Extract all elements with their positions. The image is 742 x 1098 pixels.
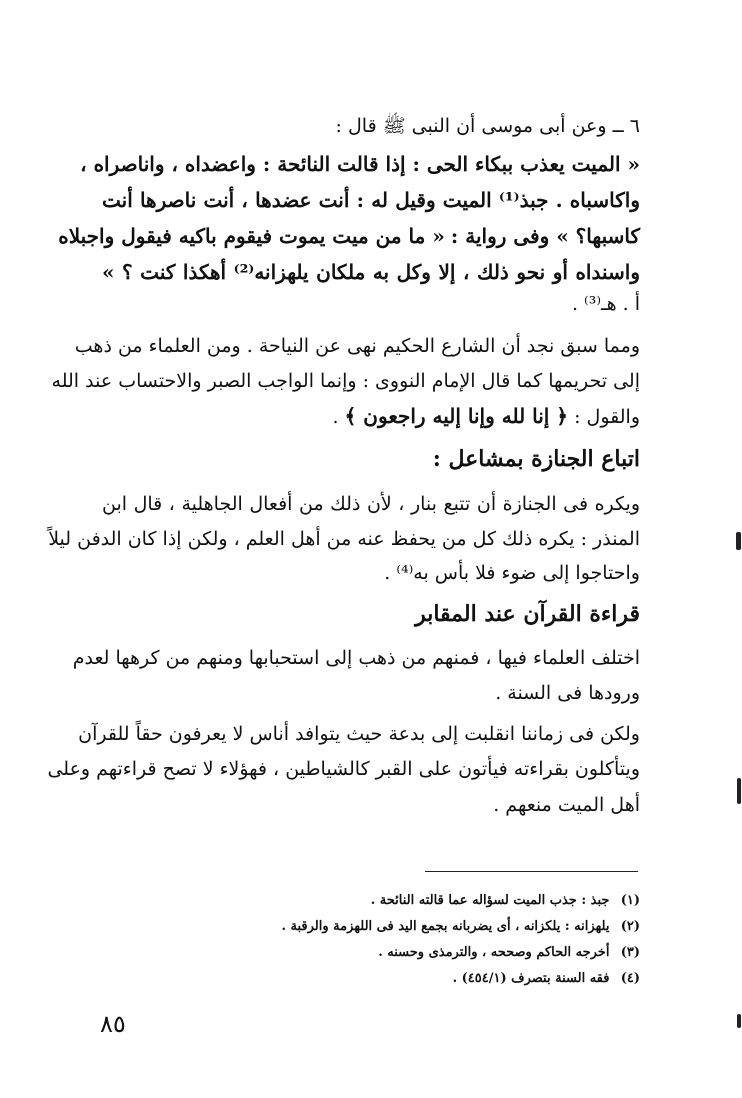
footnote-3-text: أخرجه الحاكم وصححه ، والترمذى وحسنه . xyxy=(378,945,610,960)
para1-line-3-end: . xyxy=(332,406,339,428)
footnote-2-text: يلهزانه : يلكزانه ، أى يضربانه بجمع اليد فى اللهزمة والرقبة . xyxy=(281,919,610,934)
para2-line-1: ويكره فى الجنازة أن تتبع بنار ، لأن ذلك من أفعال الجاهلية ، قال ابن xyxy=(102,493,640,515)
hadith-line-2: واكاسباه . جبذ⁽¹⁾ الميت وقيل له : أنت عضدها ، أنت ناصرها أنت xyxy=(102,188,641,212)
footnote-1-text: جبذ : جذب الميت لسؤاله عما قالته النائحة . xyxy=(370,893,610,908)
para1-line-3-start: والقول : xyxy=(574,406,640,428)
para1-line-1: ومما سبق نجد أن الشارع الحكيم نهى عن النياحة . ومن العلماء من ذهب xyxy=(74,335,640,357)
para2-line-2: المنذر : يكره ذلك كل من يحفظ عنه من أهل العلم ، ولكن إذا كان الدفن ليلاً xyxy=(48,528,640,550)
footnote-3 xyxy=(102,942,640,964)
hadith-intro: ٦ ــ وعن أبى موسى أن النبى ﷺ قال : xyxy=(335,115,640,137)
hadith-line-5: أ . هـ⁽³⁾ . xyxy=(571,293,640,315)
para1-line-2: إلى تحريمها كما قال الإمام النووى : وإنما الواجب الصبر والاحتساب عند الله xyxy=(51,370,640,392)
footnote-4-text: فقه السنة بتصرف (٤٥٤/١) . xyxy=(452,971,610,986)
footnote-separator xyxy=(425,871,638,872)
heading-torches: اتباع الجنازة بمشاعل : xyxy=(432,446,640,472)
quran-verse: ﴿ إنا لله وإنا إليه راجعون ﴾ xyxy=(344,404,569,428)
hadith-line-4: واسنداه أو نحو ذلك ، إلا وكل به ملكان يلهزانه⁽²⁾ أهكذا كنت ؟ » xyxy=(102,260,640,284)
para4-line-2: ويتأكلون بقراءته فيأتون على القبر كالشياطين ، فهؤلاء لا تصح قراءتهم وعلى xyxy=(47,758,640,780)
footnote-2-number: (٢) xyxy=(620,919,640,934)
footnote-4 xyxy=(102,968,640,990)
footnote-4-number: (٤) xyxy=(620,971,640,986)
para3-line-2: ورودها فى السنة . xyxy=(495,682,640,704)
hadith-line-1: « الميت يعذب ببكاء الحى : إذا قالت النائحة : واعضداه ، واناصراه ، xyxy=(80,152,640,176)
scan-edge-mark xyxy=(737,1014,741,1028)
hadith-line-3 xyxy=(58,220,640,254)
page-number: ٨٥ xyxy=(100,1010,126,1038)
footnote-1 xyxy=(102,890,640,912)
para4-line-1: ولكن فى زماننا انقلبت إلى بدعة حيث يتوافد أناس لا يعرفون حقاً للقرآن xyxy=(78,723,640,745)
footnote-1-number: (١) xyxy=(620,893,640,908)
scan-edge-mark xyxy=(737,778,741,804)
hadith-line-3-start: كاسبها؟ » وفى رواية : xyxy=(450,224,640,248)
para2-line-3: واحتاجوا إلى ضوء فلا بأس به⁽⁴⁾ . xyxy=(384,562,640,584)
para3-line-1: اختلف العلماء فيها ، فمنهم من ذهب إلى استحبابها ومنهم من كرهها لعدم xyxy=(72,647,640,669)
scan-edge-mark xyxy=(736,532,741,550)
footnote-2 xyxy=(102,916,640,938)
footnote-3-number: (٣) xyxy=(620,945,640,960)
para1-line-3 xyxy=(102,400,640,434)
hadith-line-3-end: « ما من ميت يموت فيقوم باكيه فيقول واجبلاه xyxy=(58,224,445,248)
para4-line-3: أهل الميت منعهم . xyxy=(493,794,640,816)
heading-quran-reading: قراءة القرآن عند المقابر xyxy=(415,601,640,627)
